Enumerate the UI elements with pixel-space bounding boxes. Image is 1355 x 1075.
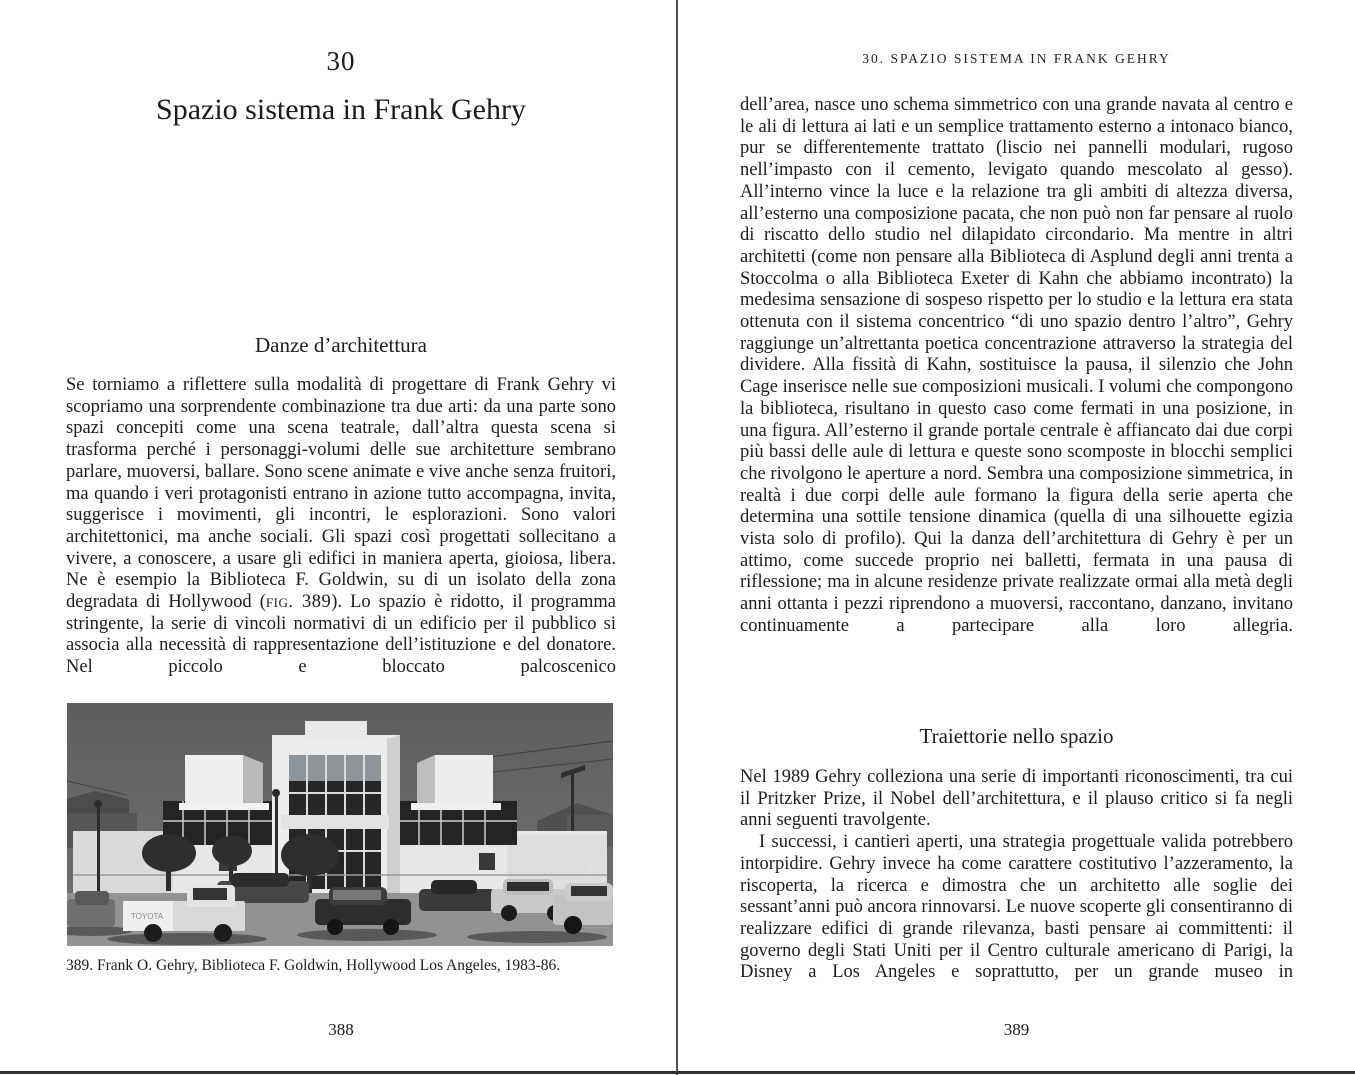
chapter-title: Spazio sistema in Frank Gehry <box>156 93 526 126</box>
figure-caption: 389. Frank O. Gehry, Biblioteca F. Goldwin, Hollywood Los Angeles, 1983-86. <box>66 957 561 974</box>
book-page-left <box>66 0 616 1075</box>
chapter-number: 30 <box>326 46 356 76</box>
paragraph-text-before-figref: Se torniamo a riflettere sulla modalità di progettare di Frank Gehry vi scopriamo una sorprendente combinazione tra due arti: da una parte sono spazi concepiti come una scena teatrale, dall’altra questa scena si trasforma perché i personaggi-volumi delle sue architetture sembrano parlare, muoversi, ballare. Sono scene animate e vive anche senza fruitori, ma quando i veri protagonisti entrano in azione tutto accompagna, invita, suggerisce i movimenti, gli incontri, le esplorazioni. Sono valori architettonici, ma anche sociali. Gli spazi così progettati sollecitano a vivere, a conoscere, a usare gli edifici in maniera aperta, gioiosa, libera. Ne è esempio la Biblioteca F. Goldwin, su di un isolato della zona degradata di Hollywood ( <box>66 375 616 613</box>
section-heading-traiettorie: Traiettorie nello spazio <box>919 724 1114 748</box>
section-heading-danze: Danze d’architettura <box>255 333 427 357</box>
book-page-right <box>740 0 1293 1075</box>
body-paragraph: I successi, i cantieri aperti, una strategia progettuale valida potrebbero intorpidire. Gehry invece ha come carattere costitutivo l’azzeramento, la riscoperta, la ricerca e dimostra che un architetto alle soglie dei sessant’anni può ancora rinnovarsi. Le nuove scoperte gli consentiranno di realizzare edifici di grande rilevanza, basti pensare ai committenti: il governo degli Stati Uniti per il Centro culturale americano di Parigi, la Disney a Los Angeles e soprattutto, per un grande museo in <box>740 832 1293 983</box>
building-photo-illustration <box>67 703 613 946</box>
page-bottom-edge <box>0 1071 1355 1074</box>
figure-reference: fig. 389 <box>265 592 332 613</box>
running-header: 30. SPAZIO SISTEMA IN FRANK GEHRY <box>862 51 1171 66</box>
figure-photo <box>67 703 613 946</box>
page-gutter-divider <box>676 0 678 1075</box>
body-paragraph: dell’area, nasce uno schema simmetrico con una grande navata al centro e le ali di lettura ai lati e un semplice trattamento esterno a intonaco bianco, pur se differentemente trattato (liscio nei pannelli modulari, rugoso nell’impasto con il cemento, levigato quando mescolato al gesso). All’interno vince la luce e la relazione tra gli ambiti di altezza diversa, all’esterno una composizione pacata, che non può non far pensare al ruolo di riscatto dello studio nel dilapidato circondario. Ma mentre in altri architetti (come non pensare alla Biblioteca di Asplund degli anni trenta a Stoccolma o alla Biblioteca Exeter di Kahn che abbiamo incontrato) la medesima sensazione di sospeso rispetto per lo studio e la lettura era stata ottenuta con il sistema concentrico “di uno spazio dentro l’altro”, Gehry raggiunge un’altrettanta poetica concentrazione attraverso la strategia del dividere. Alla fissità di Kahn, sostituisce la pausa, il silenzio che John Cage inserisce nelle sue composizioni musicali. I volumi che compongono la biblioteca, risultano in questo caso come fermati in una posizione, in una figura. All’esterno il grande portale centrale è affiancato dai due corpi più bassi delle aule di lettura e queste sono scomposte in blocchi semplici che rivolgono le aperture a nord. Sembra una composizione simmetrica, in realtà i due corpi delle aule formano la figura della serie aperta che determina una sottile tensione dinamica (quella di una silhouette egizia vista solo di profilo). Qui la danza dell’architettura di Gehry è per un attimo, come succede proprio nei balletti, fermata in una pausa di riflessione; ma in alcune residenze private realizzate ormai alla metà degli anni ottanta i pezzi riprendono a muoversi, raccontano, danzano, invitano continuamente a partecipare alla loro allegria. <box>740 95 1293 636</box>
paragraph-text-after-figref: ). Lo spazio è ridotto, il programma stringente, la serie di vincoli normativi di un edificio per il pubblico si associa alla necessità di rappresentazione dell’istituzione e del donatore. Nel piccolo e bloccato palcoscenico <box>66 592 616 678</box>
body-paragraph-group <box>740 767 1293 1009</box>
truck-brand-label: TOYOTA <box>130 912 164 921</box>
body-paragraph: Nel 1989 Gehry colleziona una serie di importanti riconoscimenti, tra cui il Pritzker Prize, il Nobel dell’architettura, e il plauso critico si fa negli anni seguenti travolgente. <box>740 767 1293 831</box>
page-number-left: 388 <box>328 1020 354 1039</box>
body-paragraph <box>66 375 616 701</box>
page-number-right: 389 <box>1003 1020 1030 1039</box>
